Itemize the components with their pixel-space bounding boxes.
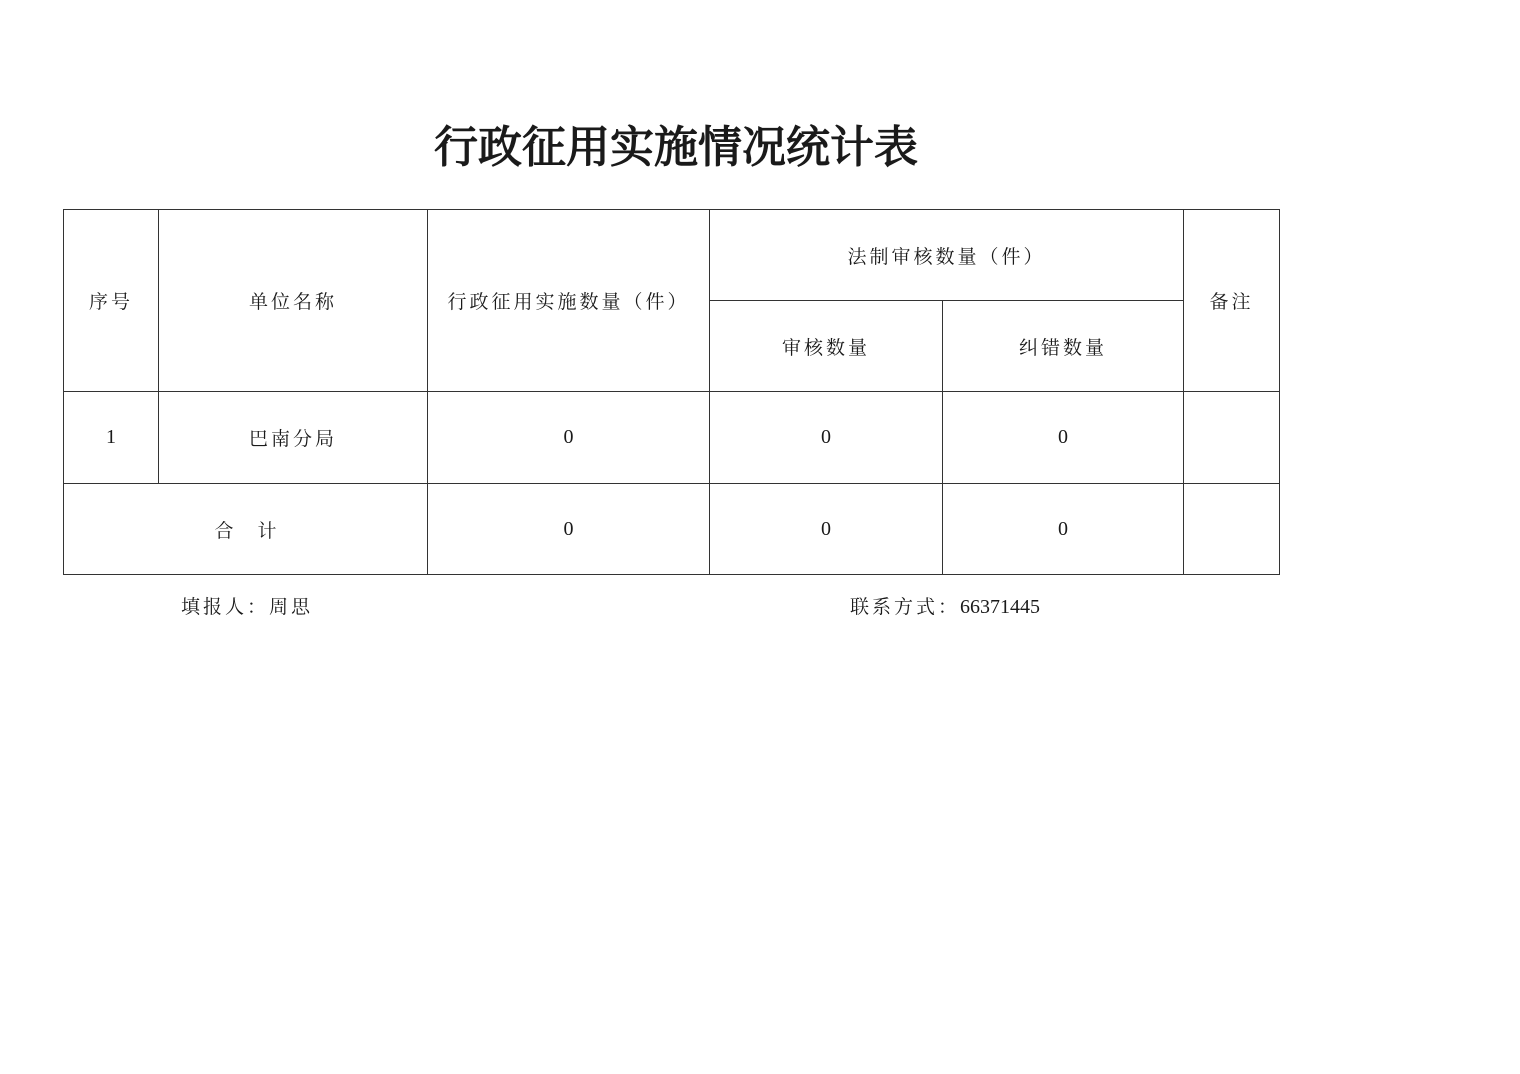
header-review-group: 法制审核数量（件） <box>710 210 1184 301</box>
header-unit-name: 单位名称 <box>159 210 428 392</box>
total-row <box>64 484 1280 575</box>
header-correction-count: 纠错数量 <box>943 301 1184 392</box>
filler-info <box>181 594 313 620</box>
contact-label: 联系方式： <box>850 596 961 618</box>
filler-name: 周思 <box>269 596 314 618</box>
cell-seq: 1 <box>64 392 159 484</box>
cell-remarks <box>1184 392 1280 484</box>
header-review-count: 审核数量 <box>710 301 943 392</box>
total-correction-count: 0 <box>943 484 1184 575</box>
cell-review-count: 0 <box>710 392 943 484</box>
table-row <box>64 392 1280 484</box>
cell-implement-count: 0 <box>428 392 710 484</box>
contact-info <box>850 594 1040 620</box>
total-review-count: 0 <box>710 484 943 575</box>
header-implement-count: 行政征用实施数量（件） <box>428 210 710 392</box>
header-row-1 <box>64 210 1280 301</box>
filler-label: 填报人： <box>181 596 270 618</box>
header-remarks: 备注 <box>1184 210 1280 392</box>
total-implement-count: 0 <box>428 484 710 575</box>
header-seq: 序号 <box>64 210 159 392</box>
contact-value: 66371445 <box>960 596 1041 618</box>
cell-unit-name: 巴南分局 <box>159 392 428 484</box>
page-title: 行政征用实施情况统计表 <box>434 122 918 173</box>
cell-correction-count: 0 <box>943 392 1184 484</box>
total-remarks <box>1184 484 1280 575</box>
total-label: 合计 <box>64 484 428 575</box>
statistics-table <box>63 209 1280 575</box>
